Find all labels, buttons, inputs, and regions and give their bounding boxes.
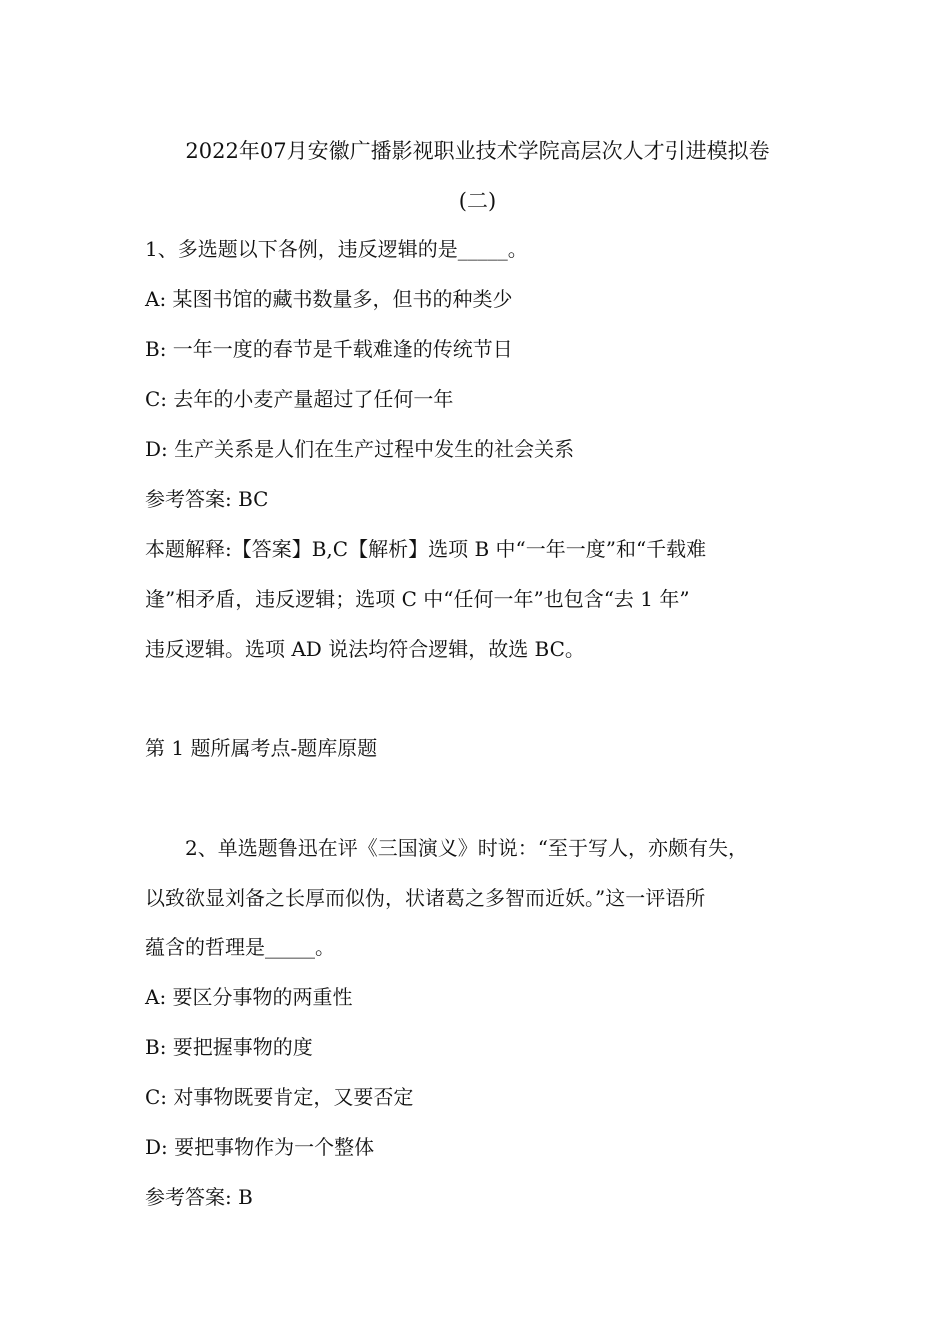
question-1-stem: 1、多选题以下各例，违反逻辑的是_____。 [145,237,528,261]
question-1-explanation-line-3: 违反逻辑。选项 AD 说法均符合逻辑，故选 BC。 [145,637,585,661]
question-2-option-b: B: 要把握事物的度 [145,1035,313,1059]
question-2-stem-line-1: 2、单选题鲁迅在评《三国演义》时说：“至于写人，亦颇有失， [185,836,748,860]
question-1-option-c: C: 去年的小麦产量超过了任何一年 [145,387,454,411]
document-title-line-1: 2022年07月安徽广播影视职业技术学院高层次人才引进模拟卷 [185,139,770,163]
question-2-stem-line-2: 以致欲显刘备之长厚而似伪，状诸葛之多智而近妖。”这一评语所 [145,886,706,910]
question-1-option-d: D: 生产关系是人们在生产过程中发生的社会关系 [145,437,575,461]
question-1-explanation-line-1: 本题解释:【答案】B,C【解析】选项 B 中“一年一度”和“千载难 [145,537,707,561]
question-1-option-a: A: 某图书馆的藏书数量多，但书的种类少 [145,287,513,311]
question-1-answer: 参考答案: BC [145,487,269,511]
question-1-option-b: B: 一年一度的春节是千载难逢的传统节日 [145,337,513,361]
question-2-answer: 参考答案: B [145,1185,253,1209]
question-2-option-d: D: 要把事物作为一个整体 [145,1135,375,1159]
question-2-stem-line-3: 蕴含的哲理是_____。 [145,935,335,959]
question-1-explanation-line-2: 逢”相矛盾，违反逻辑；选项 C 中“任何一年”也包含“去 1 年” [145,587,690,611]
question-2-option-a: A: 要区分事物的两重性 [145,985,353,1009]
document-title-line-2: (二) [458,189,497,213]
question-2-option-c: C: 对事物既要肯定，又要否定 [145,1085,414,1109]
question-1-topic: 第 1 题所属考点-题库原题 [145,736,378,760]
